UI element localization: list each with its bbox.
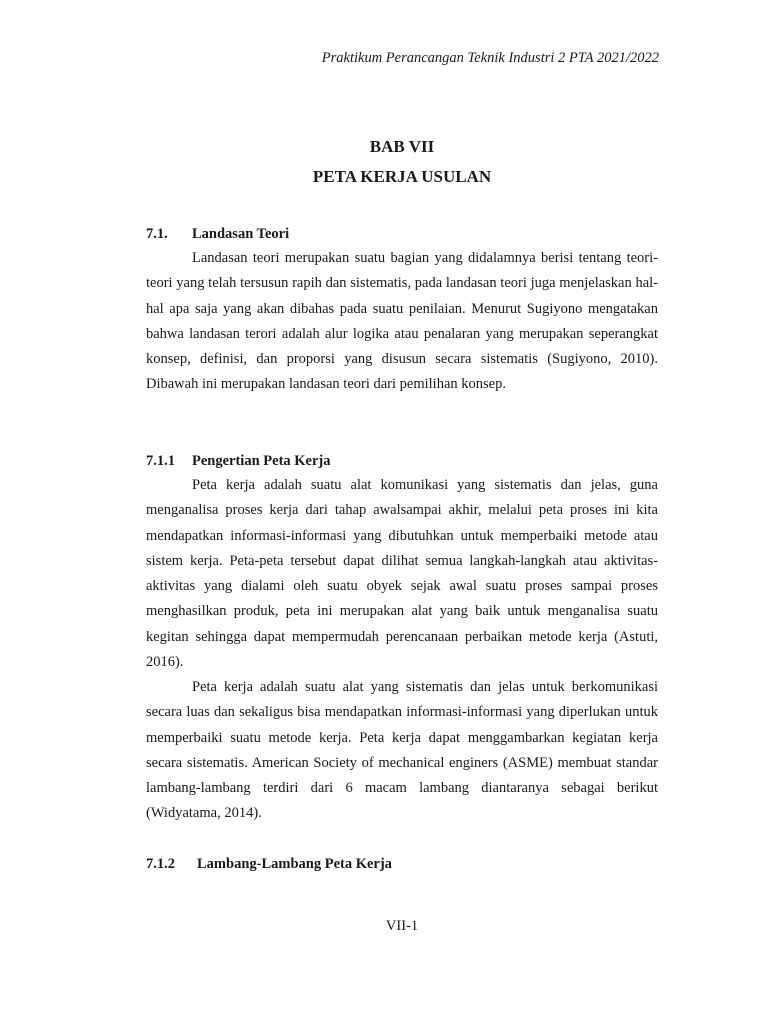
section-title: Landasan Teori: [192, 226, 290, 242]
chapter-title: PETA KERJA USULAN: [312, 167, 492, 186]
paragraph: Landasan teori merupakan suatu bagian yang didalamnya berisi tentang teori-teori yang telah tersusun rapih dan sistematis, pada landasan teori juga menjelaskan hal-hal apa saja yang akan dibahas pada suatu penilaian. Menurut Sugiyono mengatakan bahwa landasan terori adalah alur logika atau penalaran yang merupakan seperangkat konsep, definisi, dan proporsi yang disusun secara sistematis (Sugiyono, 2010). Dibawah ini merupakan landasan teori dari pemilihan konsep.: [146, 250, 658, 393]
subsection-number: 7.1.2: [146, 856, 175, 872]
subsection-title: Pengertian Peta Kerja: [192, 453, 331, 469]
paragraph: Peta kerja adalah suatu alat yang sistematis dan jelas untuk berkomunikasi secara luas dan sekaligus bisa mendapatkan informasi-informasi yang diperlukan untuk memperbaiki suatu metode kerja. Peta kerja dapat menggambarkan kegiatan kerja secara sistematis. American Society of mechanical enginers (ASME) membuat standar lambang-lambang terdiri dari 6 macam lambang diantaranya sebagai berikut (Widyatama, 2014).: [146, 679, 658, 822]
paragraph: Peta kerja adalah suatu alat komunikasi yang sistematis dan jelas, guna menganalisa proses kerja dari tahap awalsampai akhir, melalui peta proses ini kita mendapatkan informasi-informasi yang dibutuhkan untuk memperbaiki metode atau sistem kerja. Peta-peta tersebut dapat dilihat semua langkah-langkah atau aktivitas-aktivitas yang dialami oleh suatu obyek sejak awal suatu proses sampai proses menghasilkan produk, peta ini merupakan alat yang baik untuk menganalisa suatu kegitan sehingga dapat mempermudah perencanaan perbaikan metode kerja (Astuti, 2016).: [146, 477, 658, 671]
page-number: VII-1: [385, 918, 419, 934]
subsection-title: Lambang-Lambang Peta Kerja: [197, 856, 392, 872]
section-number: 7.1.: [146, 226, 168, 242]
running-header: Praktikum Perancangan Teknik Industri 2 PTA 2021/2022: [321, 50, 659, 66]
subsection-number: 7.1.1: [146, 453, 175, 469]
chapter-label: BAB VII: [369, 137, 435, 156]
